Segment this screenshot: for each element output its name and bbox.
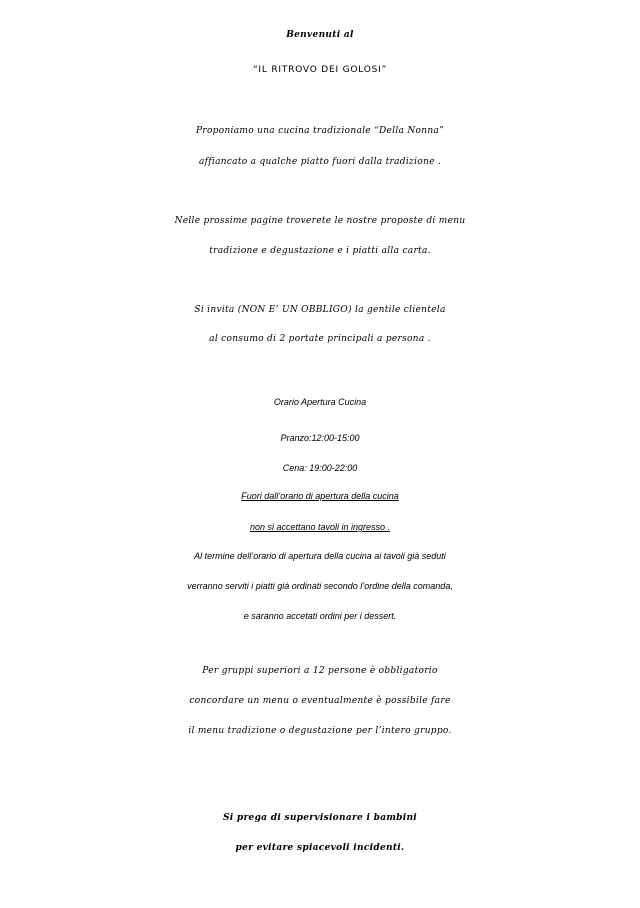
pages-note-line-1: Nelle prossime pagine troverete le nostre proposte di menu	[174, 216, 466, 226]
kitchen-hours-title: Orario Apertura Cucina	[273, 397, 367, 407]
restaurant-name: “IL RITROVO DEI GOLOSI”	[252, 65, 388, 75]
outside-hours-line-1: Fuori dall’orario di apertura della cucina	[241, 491, 399, 501]
children-line-1: Si prega di supervisionare i bambini	[222, 813, 418, 823]
children-line-2: per evitare spiacevoli incidenti.	[235, 843, 405, 853]
outside-hours-line-2: non si accettano tavoli in ingresso .	[249, 522, 391, 532]
intro-line-2: affiancato a qualche piatto fuori dalla tradizione .	[198, 157, 442, 167]
dinner-hours: Cena: 19:00-22:00	[282, 463, 358, 473]
intro-line-1: Proponiamo una cucina tradizionale “Della Nonna”	[196, 126, 444, 136]
welcome-line: Benvenuti al	[286, 30, 354, 40]
closing-line-2: verranno serviti i piatti già ordinati secondo l’ordine della comanda,	[187, 581, 453, 591]
groups-line-1: Per gruppi superiori a 12 persone è obbligatorio	[202, 666, 438, 676]
request-line-2: al consumo di 2 portate principali a persona .	[209, 334, 431, 344]
closing-line-1: Al termine dell’orario di apertura della cucina ai tavoli già seduti	[194, 551, 446, 561]
groups-line-3: il menu tradizione o degustazione per l’intero gruppo.	[188, 726, 452, 736]
closing-line-3: e saranno accetati ordini per i dessert.	[243, 611, 397, 621]
pages-note-line-2: tradizione e degustazione e i piatti alla carta.	[209, 246, 431, 256]
lunch-hours: Pranzo:12:00-15:00	[280, 433, 360, 443]
request-line-1: Si invita (NON E’ UN OBBLIGO) la gentile clientela	[194, 305, 446, 315]
groups-line-2: concordare un menu o eventualmente è possibile fare	[189, 696, 451, 706]
